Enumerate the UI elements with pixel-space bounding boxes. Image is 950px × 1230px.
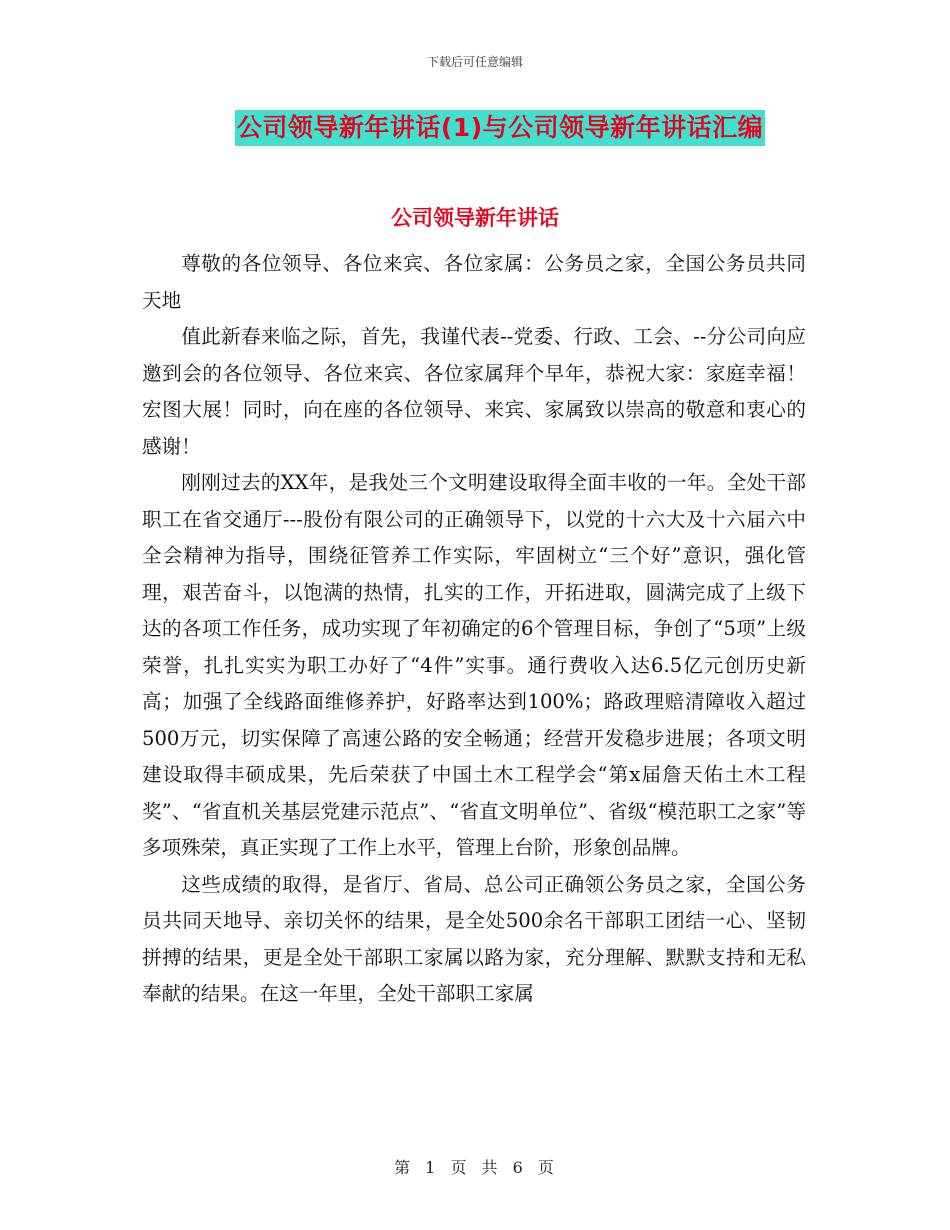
document-title-container [0, 110, 950, 146]
paragraph-greeting: 值此新春来临之际，首先，我谨代表--党委、行政、工会、--分公司向应邀到会的各位领导、各位来宾、各位家属拜个早年，恭祝大家：家庭幸福！宏图大展！同时，向在座的各位领导、来宾、家属致以崇高的敬意和衷心的感谢！ [142, 325, 806, 458]
paragraph-salutation: 尊敬的各位领导、各位来宾、各位家属：公务员之家，全国公务员共同天地 [142, 252, 806, 312]
paragraph-acknowledgement: 这些成绩的取得，是省厅、省局、总公司正确领公务员之家，全国公务员共同天地导、亲切关怀的结果，是全处500余名干部职工团结一心、坚韧拼搏的结果，更是全处干部职工家属以路为家，充分理解、默默支持和无私奉献的结果。在这一年里，全处干部职工家属 [142, 872, 806, 1005]
page-footer: 第 1 页 共 6 页 [394, 1158, 556, 1177]
document-title: 公司领导新年讲话(1)与公司领导新年讲话汇编 [235, 110, 765, 146]
page-header-note: 下载后可任意编辑 [426, 55, 523, 69]
body-text [142, 246, 806, 1013]
section-title: 公司领导新年讲话 [391, 206, 559, 230]
paragraph-achievements: 刚刚过去的XX年，是我处三个文明建设取得全面丰收的一年。全处干部职工在省交通厅---股份有限公司的正确领导下，以党的十六大及十六届六中全会精神为指导，围绕征管养工作实际，牢固树立“三个好”意识，强化管理，艰苦奋斗，以饱满的热情，扎实的工作，开拓进取，圆满完成了上级下达的各项工作任务，成功实现了年初确定的6个管理目标，争创了“5项”上级荣誉，扎扎实实为职工办好了“4件”实事。通行费收入达6.5亿元创历史新高；加强了全线路面维修养护，好路率达到100%；路政理赔清障收入超过500万元，切实保障了高速公路的安全畅通；经营开发稳步进展；各项文明建设取得丰硕成果，先后荣获了中国土木工程学会“第x届詹天佑土木工程奖”、“省直机关基层党建示范点”、“省直文明单位”、省级“模范职工之家”等多项殊荣，真正实现了工作上水平，管理上台阶，形象创品牌。 [142, 471, 806, 859]
